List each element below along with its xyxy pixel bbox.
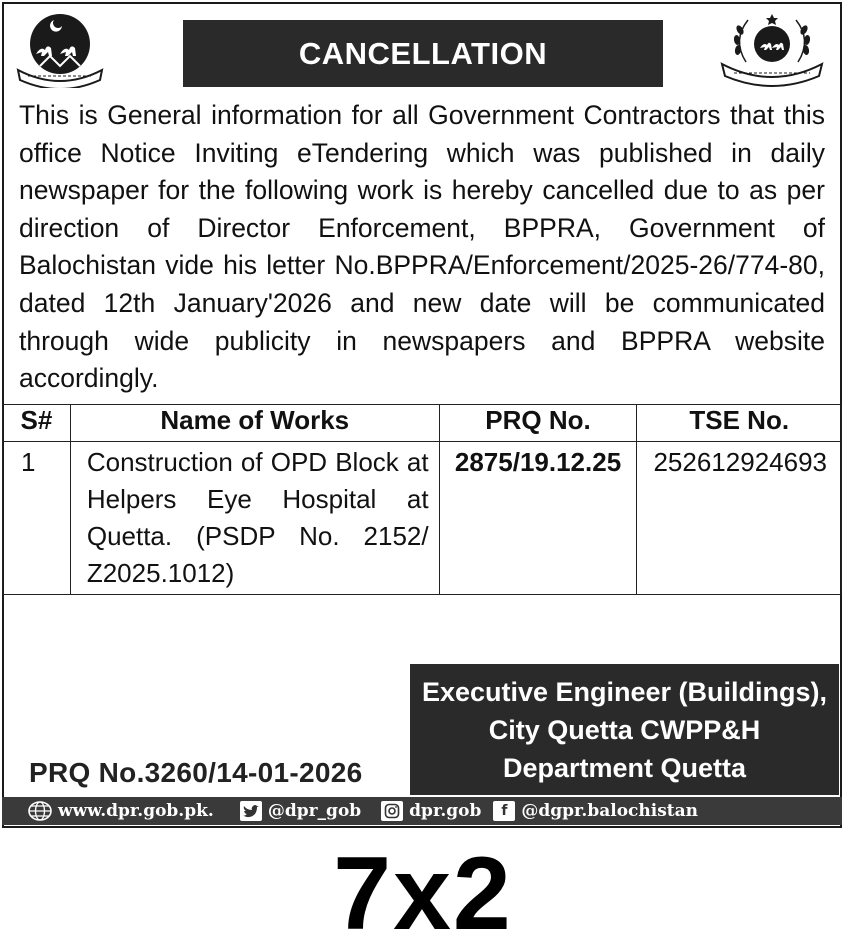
header-work: Name of Works: [70, 405, 439, 442]
row-sn: 1: [3, 442, 71, 595]
twitter-icon: [240, 801, 262, 821]
table-row: [3, 442, 842, 595]
footer-prq-number: PRQ No.3260/14-01-2026: [29, 757, 363, 788]
ad-size-label: 7x2: [333, 836, 513, 952]
instagram-icon: [381, 801, 403, 821]
cancellation-title: CANCELLATION: [183, 20, 663, 87]
balochistan-government-logo: [14, 10, 106, 88]
header-sn: S#: [3, 405, 71, 442]
header-tse: TSE No.: [637, 405, 842, 442]
twitter-item[interactable]: [240, 801, 361, 821]
instagram-text: dpr.gob: [409, 801, 482, 821]
twitter-text: @dpr_gob: [267, 801, 362, 821]
signatory-block: [410, 664, 839, 795]
website-item[interactable]: [28, 801, 214, 821]
signatory-line2: City Quetta CWPP&H: [488, 715, 761, 745]
row-work: Construction of OPD Block at Helpers Eye Hospital at Quetta. (PSDP No. 2152/ Z2025.1012): [70, 442, 439, 595]
table-header-row: [3, 405, 842, 442]
facebook-text: @dgpr.balochistan: [521, 801, 699, 821]
row-prq: 2875/19.12.25: [439, 442, 637, 595]
signatory-line3: Department Quetta: [502, 753, 747, 783]
facebook-item[interactable]: [493, 801, 698, 821]
notice-body: This is General information for all Government Contractors that this office Notice Inviting eTendering which was published in daily newspaper for the following work is hereby cancelled due to as per direction of Director Enforcement, BPPRA, Government of Balochistan vide his letter No.BPPRA/Enforcement/2025-26/774-80, dated 12th January'2026 and new date will be communicated through wide publicity in newspapers and BPPRA website accordingly.: [19, 100, 825, 394]
website-text: www.dpr.gob.pk.: [58, 801, 214, 821]
header-prq: PRQ No.: [439, 405, 637, 442]
works-table: [2, 404, 842, 679]
row-tse: 252612924693: [637, 442, 842, 595]
dgpr-balochistan-logo: [716, 10, 808, 88]
facebook-icon: f: [493, 801, 515, 821]
instagram-item[interactable]: [381, 801, 481, 821]
social-media-bar: [2, 797, 842, 825]
globe-icon: [28, 801, 52, 821]
signatory-line1: Executive Engineer (Buildings),: [421, 677, 828, 707]
